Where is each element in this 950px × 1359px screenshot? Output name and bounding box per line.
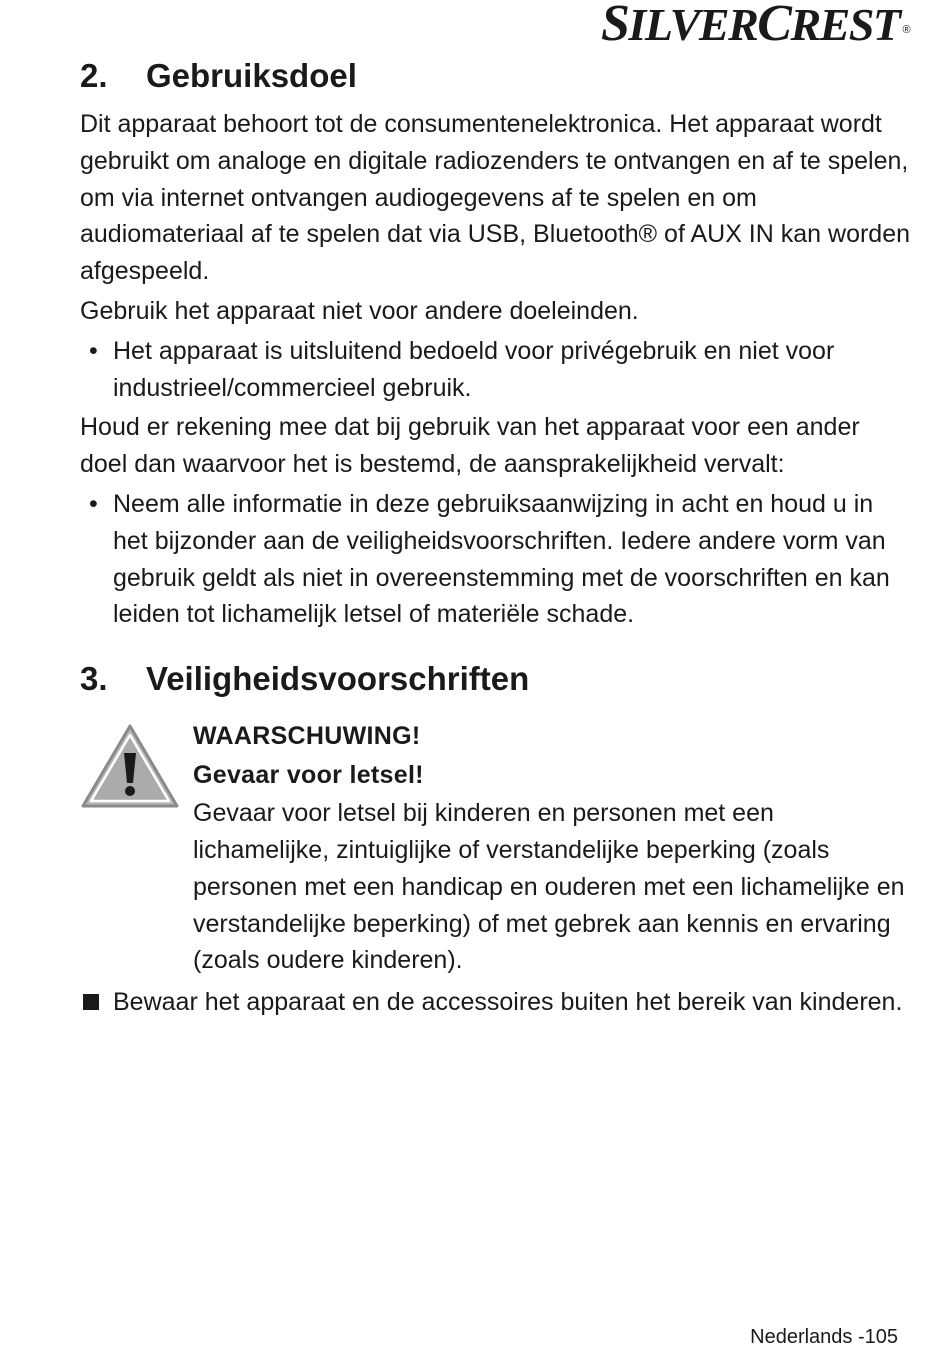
list-item-text: Het apparaat is uitsluitend bedoeld voor privégebruik en niet voor industrieel/commercieel gebruik. bbox=[113, 336, 835, 402]
paragraph-no-other-use: Gebruik het apparaat niet voor andere doeleinden. bbox=[80, 296, 639, 325]
list-item bbox=[80, 486, 910, 633]
section-heading-veiligheidsvoorschriften bbox=[80, 655, 910, 703]
bullet-list bbox=[80, 486, 910, 633]
list-item bbox=[80, 984, 910, 1021]
warning-text: Gevaar voor letsel bij kinderen en personen met een lichamelijke, zintuiglijke of verstandelijke beperking (zoals personen met een handicap en ouderen met een lichamelijke en verstandelijke beperking) of met gebrek aan kennis en ervaring (zoals oudere kinderen). bbox=[193, 799, 905, 975]
list-item-text: Bewaar het apparaat en de accessoires buiten het bereik van kinderen. bbox=[113, 988, 903, 1017]
paragraph-liability: Houd er rekening mee dat bij gebruik van het apparaat voor een ander doel dan waarvoor het is bestemd, de aansprakelijkheid vervalt: bbox=[80, 413, 860, 479]
instruction-list bbox=[80, 984, 910, 1021]
warning-block bbox=[80, 717, 910, 979]
silvercrest-logo: SILVERCREST ® bbox=[601, 0, 910, 52]
list-item-text: Neem alle informatie in deze gebruiksaanwijzing in acht en houd u in het bijzonder aan de veiligheidsvoorschriften. Iedere andere vorm van gebruik geldt als niet in overeenstemming met de voorschriften en kan leiden tot lichamelijk letsel of materiële schade. bbox=[113, 489, 890, 629]
bullet-dot-icon: • bbox=[89, 489, 98, 518]
page-footer: Nederlands -105 bbox=[750, 1326, 898, 1348]
warning-triangle-icon bbox=[80, 723, 180, 809]
paragraph-intended-use: Dit apparaat behoort tot de consumentenelektronica. Het apparaat wordt gebruikt om analoge en digitale radiozenders te ontvangen en af te spelen, om via internet ontvangen audiogegevens af te spelen en om audiomateriaal af te spelen dat via USB, Bluetooth® of AUX IN kan worden afgespeeld. bbox=[80, 110, 911, 286]
section-number: 2. bbox=[80, 57, 108, 94]
list-item bbox=[80, 333, 910, 407]
page-content bbox=[80, 52, 910, 1021]
section-number: 3. bbox=[80, 660, 108, 698]
section-title: Gebruiksdoel bbox=[146, 57, 357, 94]
square-bullet-icon bbox=[83, 994, 99, 1010]
section-heading-gebruiksdoel bbox=[80, 52, 910, 100]
bullet-dot-icon: • bbox=[89, 336, 98, 365]
warning-subheading: Gevaar voor letsel! bbox=[193, 761, 424, 790]
warning-heading: WAARSCHUWING! bbox=[193, 722, 421, 751]
section-title: Veiligheidsvoorschriften bbox=[146, 660, 530, 698]
bullet-list bbox=[80, 333, 910, 407]
